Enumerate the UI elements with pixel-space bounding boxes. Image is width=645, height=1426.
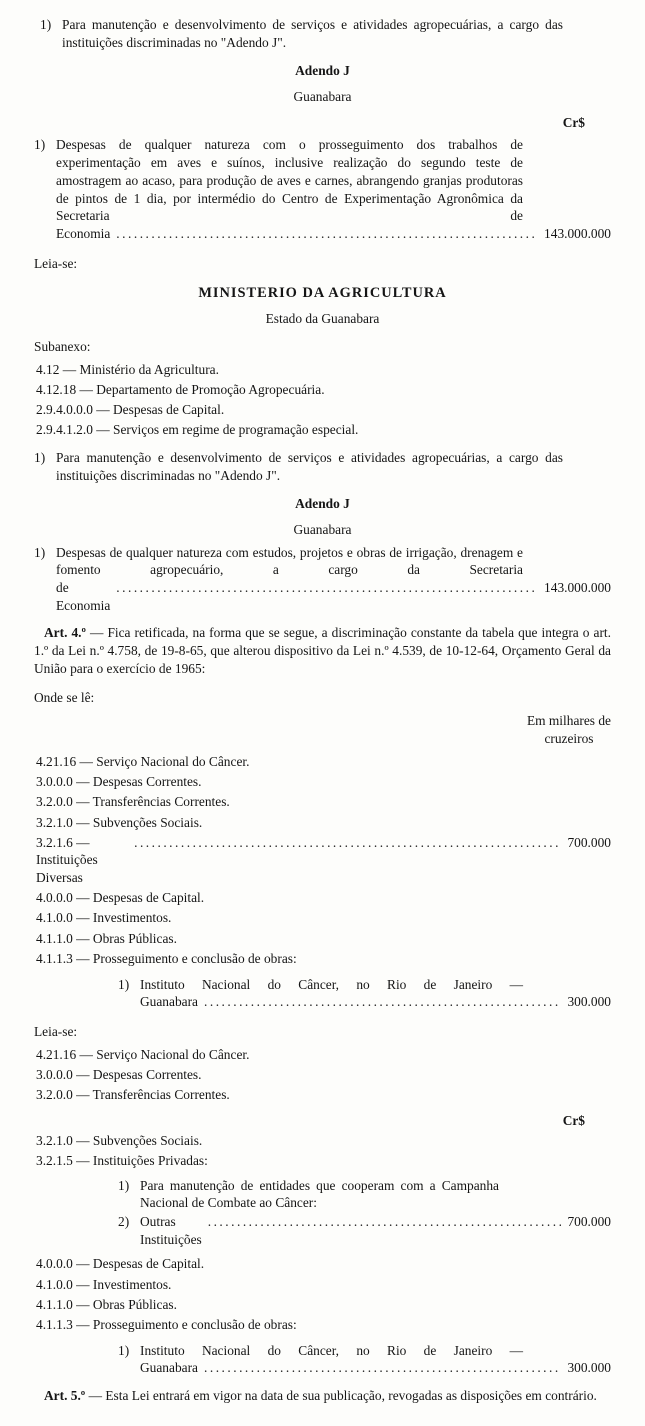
leia-se-label-2: Leia-se: bbox=[34, 1023, 78, 1039]
leia-classification-list-2 bbox=[34, 1255, 611, 1333]
leader-row bbox=[56, 579, 611, 614]
item-tail: Guanabara bbox=[140, 994, 198, 1010]
classification-line: 4.1.0.0 — Investimentos. bbox=[36, 910, 172, 926]
article-lead: Art. 4.º bbox=[44, 625, 86, 641]
classification-line: 2.9.4.1.2.0 — Serviços em regime de programação especial. bbox=[36, 422, 359, 438]
onde-classification-list bbox=[34, 753, 611, 968]
currency-label-2: Cr$ bbox=[562, 1112, 585, 1128]
dotted-leader bbox=[204, 1359, 561, 1377]
classification-line: 3.0.0.0 — Despesas Correntes. bbox=[36, 774, 202, 790]
item-tail: de Economia bbox=[56, 580, 111, 613]
item-text: Instituto Nacional do Câncer, no Rio de Janeiro — bbox=[140, 976, 523, 992]
item-number: 1) bbox=[118, 1342, 130, 1358]
leader-row bbox=[56, 225, 611, 243]
classification-line: 4.1.1.3 — Prosseguimento e conclusão de obras: bbox=[36, 950, 297, 966]
item-text: Instituto Nacional do Câncer, no Rio de Janeiro — bbox=[140, 1342, 523, 1358]
paragraph-item-mid bbox=[34, 449, 611, 484]
classification-line: 3.2.0.0 — Transferências Correntes. bbox=[36, 794, 230, 810]
budget-item-irrigacao bbox=[34, 544, 611, 615]
classification-line: 4.21.16 — Serviço Nacional do Câncer. bbox=[36, 753, 250, 769]
state-subheading: Estado da Guanabara bbox=[265, 311, 380, 327]
classification-line: 4.12 — Ministério da Agricultura. bbox=[36, 361, 219, 377]
item-number: 1) bbox=[34, 449, 46, 465]
article-4-paragraph bbox=[34, 624, 611, 677]
leader-row bbox=[140, 993, 611, 1011]
leader-row bbox=[140, 1359, 611, 1377]
classification-line: 4.1.1.0 — Obras Públicas. bbox=[36, 930, 177, 946]
dotted-leader bbox=[116, 225, 538, 243]
item-number: 2) bbox=[118, 1214, 130, 1230]
classification-line: 4.1.0.0 — Investimentos. bbox=[36, 1276, 172, 1292]
classification-line: 3.2.1.0 — Subvenções Sociais. bbox=[36, 1132, 203, 1148]
classification-line: 4.0.0.0 — Despesas de Capital. bbox=[36, 1256, 205, 1272]
item-text: Despesas de qualquer natureza com o prosseguimento dos trabalhos de experimentação em aves e suínos, inclusive realização do segundo teste de amostragem ao acaso, para produção de aves e carnes, abrangendo granjas produtoras de pintos de 1 dia, por intermédio do Centro de Experimentação Agronômica da Secretaria de bbox=[56, 137, 523, 224]
dotted-leader bbox=[116, 579, 538, 597]
classification-line: 4.1.1.3 — Prosseguimento e conclusão de obras: bbox=[36, 1317, 297, 1333]
leia-se-label-1: Leia-se: bbox=[34, 255, 78, 271]
item-amount: 700.000 bbox=[567, 1214, 611, 1230]
item-number: 1) bbox=[34, 137, 46, 153]
budget-item-outras bbox=[118, 1213, 611, 1248]
classification-line: 4.0.0.0 — Despesas de Capital. bbox=[36, 890, 205, 906]
item-number: 1) bbox=[34, 544, 46, 560]
classification-line: 3.2.0.0 — Transferências Correntes. bbox=[36, 1086, 230, 1102]
classification-line: 3.2.1.5 — Instituições Privadas: bbox=[36, 1153, 208, 1169]
budget-item-experimentacao bbox=[34, 136, 611, 242]
unit-label bbox=[527, 712, 611, 747]
adendo-heading-1: Adendo J bbox=[295, 63, 350, 79]
item-tail: 3.2.1.6 — Instituições Diversas bbox=[36, 834, 98, 886]
dotted-leader bbox=[134, 834, 561, 852]
budget-item-instituto-leia bbox=[118, 1342, 611, 1377]
place-subheading-1: Guanabara bbox=[293, 89, 352, 105]
classification-line: 4.21.16 — Serviço Nacional do Câncer. bbox=[36, 1046, 250, 1062]
classification-line-costed bbox=[34, 834, 611, 887]
budget-item-instituto-onde bbox=[118, 976, 611, 1011]
item-amount: 300.000 bbox=[567, 1360, 611, 1376]
item-tail: Guanabara bbox=[140, 1360, 198, 1376]
article-text: — Fica retificada, na forma que se segue, a discriminação constante da tabela que integra o art. 1.º da Lei n.º 4.758, de 19-8-65, que alterou dispositivo da Lei n.º 4.539, de 10-12-64, Orçamento Geral da União para o exercício de 1965: bbox=[34, 625, 611, 676]
item-text: Para manutenção e desenvolvimento de serviços e atividades agropecuárias, a cargo das instituições discriminadas no "Adendo J". bbox=[56, 449, 563, 483]
item-amount: 300.000 bbox=[567, 994, 611, 1010]
item-number: 1) bbox=[118, 976, 130, 992]
currency-label-1: Cr$ bbox=[562, 114, 585, 130]
item-text: Despesas de qualquer natureza com estudos, projetos e obras de irrigação, drenagem e fomento agropecuário, a cargo da Secretaria bbox=[56, 544, 523, 578]
item-tail: Outras Instituições bbox=[140, 1214, 202, 1247]
leader-row bbox=[140, 1213, 611, 1248]
unit-label-line2: cruzeiros bbox=[544, 730, 594, 746]
paragraph-item-top bbox=[40, 16, 611, 51]
adendo-heading-2: Adendo J bbox=[295, 496, 350, 512]
budget-item-entidades bbox=[118, 1177, 611, 1212]
ministry-heading: MINISTERIO DA AGRICULTURA bbox=[198, 285, 447, 302]
item-amount: 143.000.000 bbox=[544, 580, 611, 596]
classification-line: 3.0.0.0 — Despesas Correntes. bbox=[36, 1066, 202, 1082]
dotted-leader bbox=[208, 1213, 562, 1231]
onde-se-le-label: Onde se lê: bbox=[34, 690, 95, 706]
classification-line: 3.2.1.0 — Subvenções Sociais. bbox=[36, 814, 203, 830]
item-text: Para manutenção e desenvolvimento de serviços e atividades agropecuárias, a cargo das instituições discriminadas no "Adendo J". bbox=[62, 17, 563, 50]
item-number: 1) bbox=[118, 1177, 130, 1193]
item-number: 1) bbox=[40, 17, 52, 32]
article-lead: Art. 5.º bbox=[44, 1388, 86, 1404]
leia-classification-list bbox=[34, 1046, 611, 1170]
classification-line: 4.12.18 — Departamento de Promoção Agropecuária. bbox=[36, 381, 325, 397]
subanexo-classification-list bbox=[34, 361, 611, 439]
article-5-paragraph bbox=[34, 1387, 611, 1405]
item-text: Para manutenção de entidades que cooperam com a Campanha Nacional de Combate ao Câncer: bbox=[140, 1177, 499, 1211]
item-tail: Economia bbox=[56, 225, 111, 241]
item-amount: 143.000.000 bbox=[544, 225, 611, 241]
place-subheading-2: Guanabara bbox=[293, 521, 352, 537]
classification-line: 2.9.4.0.0.0 — Despesas de Capital. bbox=[36, 402, 225, 418]
article-text: — Esta Lei entrará em vigor na data de sua publicação, revogadas as disposições em contrário. bbox=[88, 1388, 597, 1404]
item-amount: 700.000 bbox=[567, 834, 611, 850]
unit-label-line1: Em milhares de bbox=[526, 713, 611, 729]
dotted-leader bbox=[204, 993, 561, 1011]
classification-line: 4.1.1.0 — Obras Públicas. bbox=[36, 1296, 177, 1312]
subanexo-label: Subanexo: bbox=[34, 338, 91, 354]
